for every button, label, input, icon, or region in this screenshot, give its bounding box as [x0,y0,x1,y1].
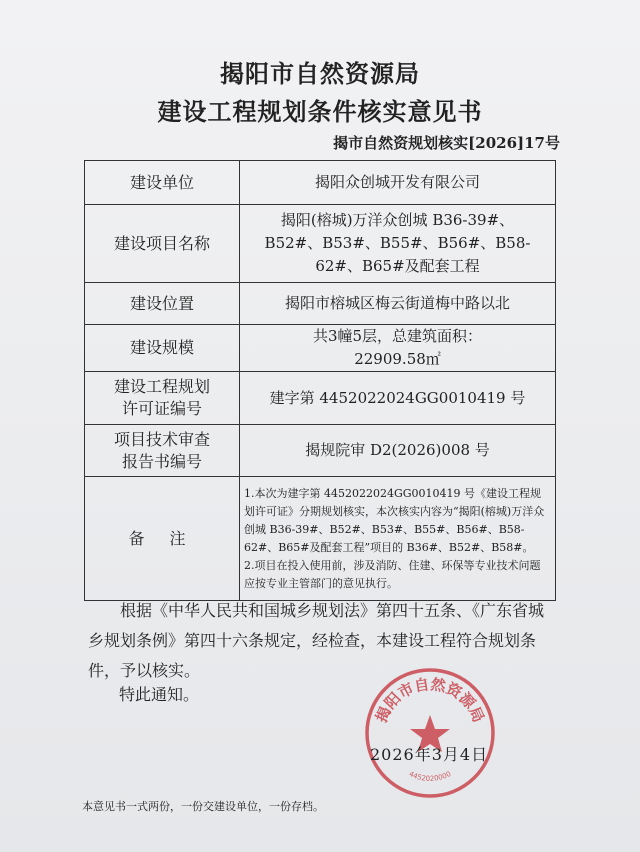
note-item: 2.项目在投入使用前，涉及消防、住建、环保等专业技术问题应按专业主管部门的意见执行。 [244,558,541,590]
table-row [85,283,556,325]
document-number: 揭市自然资规划核实[2026]17号 [333,134,560,152]
seal-text: 揭阳市自然资源局 [372,675,488,726]
row-value: 共3幢5层，总建筑面积：22909.58㎡ [240,325,556,372]
table-row [85,372,556,425]
row-label: 备 注 [85,477,240,601]
agency-title: 揭阳市自然资源局 [220,59,420,88]
row-label: 建设规模 [85,325,240,372]
notes-cell [240,477,556,601]
row-label: 建设工程规划许可证编号 [85,372,240,425]
table-row [85,161,556,205]
row-value: 揭阳众创城开发有限公司 [240,161,556,205]
row-value: 揭规院审 D2(2026)008 号 [240,425,556,477]
table-row [85,325,556,372]
table-row [85,205,556,283]
row-value: 揭阳(榕城)万洋众创城 B36-39#、B52#、B53#、B55#、B56#、B58-62#、B65#及配套工程 [240,205,556,283]
table-row [85,425,556,477]
table-row [85,477,556,601]
row-label: 项目技术审查报告书编号 [85,425,240,477]
row-value: 建字第 4452022024GG0010419 号 [240,372,556,425]
body-paragraph: 根据《中华人民共和国城乡规划法》第四十五条、《广东省城乡规划条例》第四十六条规定，经检查，本建设工程符合规划条件，予以核实。 [88,601,545,680]
row-label: 建设项目名称 [85,205,240,283]
row-label: 建设单位 [85,161,240,205]
info-table [84,160,556,601]
note-item: 1.本次为建字第 4452022024GG0010419 号《建设工程规划许可证》分期规划核实，本次核实内容为“揭阳(榕城)万洋众创城 B36-39#、B52#、B53#、B55#、B56#、B58-62#、B65#及配套工程”项目的 B36#、B52#、B58#。 [244,486,545,554]
notice-text: 特此通知。 [119,685,200,704]
row-label: 建设位置 [85,283,240,325]
footer-note: 本意见书一式两份，一份交建设单位，一份存档。 [82,800,324,813]
issue-date: 2026年3月4日 [370,745,489,764]
seal-code: 4452020000 [407,769,453,783]
row-value: 揭阳市榕城区梅云街道梅中路以北 [240,283,556,325]
official-seal [362,665,498,801]
document-title: 建设工程规划条件核实意见书 [157,97,483,126]
